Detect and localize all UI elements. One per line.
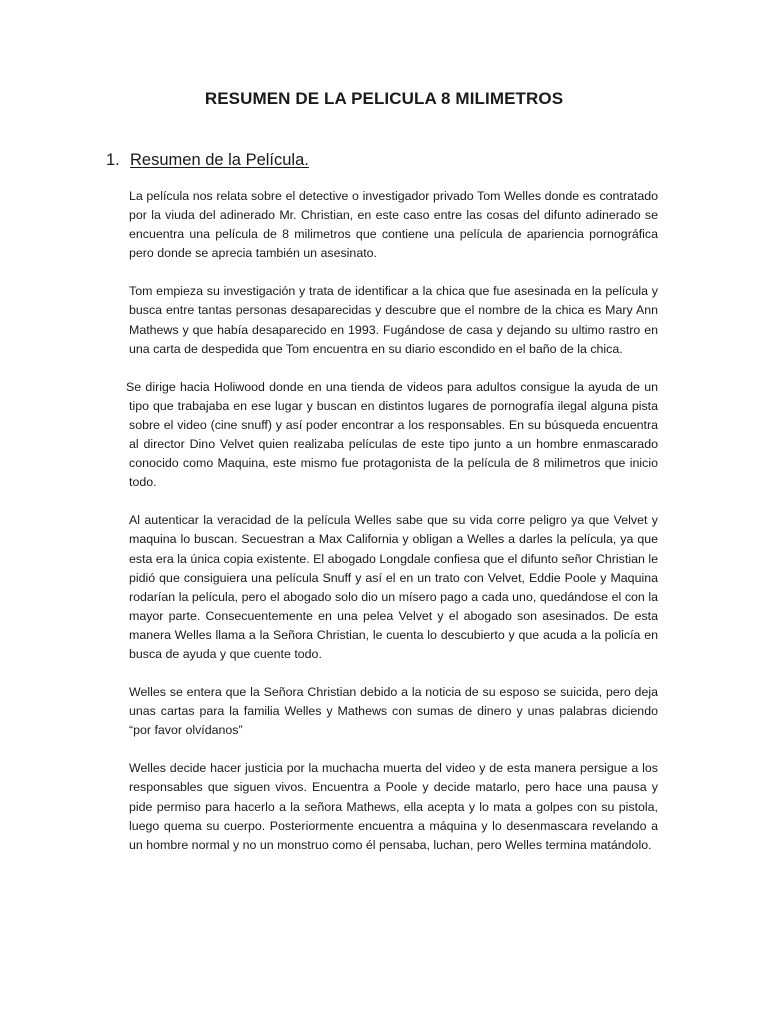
section-number: 1.	[106, 151, 120, 169]
paragraph-3: Se dirige hacia Holiwood donde en una tienda de videos para adultos consigue la ayuda de un tipo que trabajaba en ese lugar y buscan en distintos lugares de pornografía ilegal alguna pista sobre el video (cine snuff) y así poder encontrar a los responsables. En su búsqueda encuentra al director Dino Velvet quien realizaba películas de este tipo junto a un hombre enmascarado conocido como Maquina, este mismo fue protagonista de la película de 8 milimetros que inicio todo.	[126, 379, 658, 490]
paragraph-5: Welles se entera que la Señora Christian debido a la noticia de su esposo se suicida, pero deja unas cartas para la familia Welles y Mathews con sumas de dinero y unas palabras diciendo “por favor olvídanos”	[129, 685, 658, 738]
paragraph-6: Welles decide hacer justicia por la muchacha muerta del video y de esta manera persigue a los responsables que siguen vivos. Encuentra a Poole y decide matarlo, pero hace una pausa y pide permiso para hacerlo a la señora Mathews, ella acepta y lo mata a golpes con su pistola, luego quema su cuerpo. Posteriormente encuentra a máquina y lo desenmascara revelando a un hombre normal y no un monstruo como él pensaba, luchan, pero Welles termina matándolo.	[129, 761, 658, 852]
page-title: RESUMEN DE LA PELICULA 8 MILIMETROS	[204, 89, 564, 108]
paragraph-1: La película nos relata sobre el detective o investigador privado Tom Welles donde es contratado por la viuda del adinerado Mr. Christian, en este caso entre las cosas del difunto adinerado se encuentra una película de 8 milimetros que contiene una película de apariencia pornográfica pero donde se aprecia también un asesinato.	[129, 189, 658, 261]
paragraph-4: Al autenticar la veracidad de la película Welles sabe que su vida corre peligro ya que Velvet y maquina lo buscan. Secuestran a Max California y obligan a Welles a darles la película, ya que esta era la única copia existente. El abogado Longdale confiesa que el difunto señor Christian le pidió que consiguiera una película Snuff y así el en un trato con Velvet, Eddie Poole y Maquina rodarían la película, pero el abogado solo dio un mísero pago a cada uno, quedándose el con la mayor parte. Consecuentemente en una pelea Velvet y el abogado son asesinados. De esta manera Welles llama a la Señora Christian, le cuenta lo descubierto y que acuda a la policía en busca de ayuda y que cuente todo.	[129, 513, 658, 661]
section-heading	[106, 151, 309, 170]
paragraph-2: Tom empieza su investigación y trata de identificar a la chica que fue asesinada en la película y busca entre tantas personas desaparecidas y descubre que el nombre de la chica es Mary Ann Mathews y que había desaparecido en 1993. Fugándose de casa y dejando su ultimo rastro en una carta de despedida que Tom encuentra en su diario escondido en el baño de la chica.	[129, 284, 658, 356]
section-heading-text: Resumen de la Película.	[130, 151, 309, 169]
document-body	[126, 187, 658, 874]
